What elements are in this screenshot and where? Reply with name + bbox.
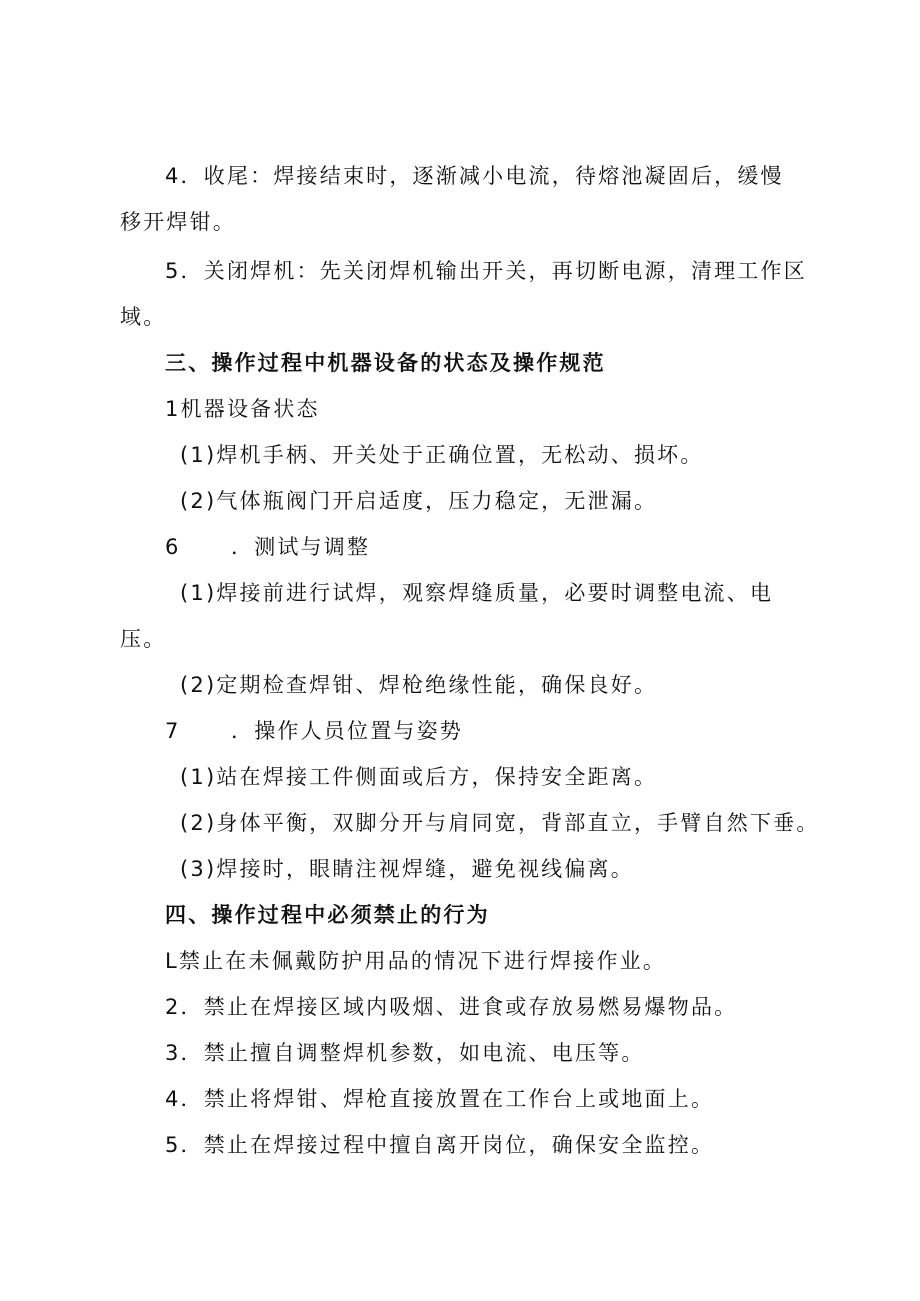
subsection-7-item-3: (3)焊接时，眼睛注视焊缝，避免视线偏离。 <box>180 857 634 881</box>
subsection-6-number: 6 <box>165 535 181 559</box>
subsection-7-number: 7 <box>165 719 181 743</box>
subsection-1-item-1: (1)焊机手柄、开关处于正确位置，无松动、损坏。 <box>180 443 704 467</box>
prohibition-item-4: 4．禁止将焊钳、焊枪直接放置在工作台上或地面上。 <box>165 1087 715 1111</box>
paragraph-shutdown-line-1: 5．关闭焊机：先关闭焊机输出开关，再切断电源，清理工作区 <box>165 259 807 283</box>
paragraph-shutdown-line-2: 域。 <box>120 305 167 329</box>
paragraph-finish-line-1: 4．收尾：焊接结束时，逐渐减小电流，待熔池凝固后，缓慢 <box>165 164 784 188</box>
prohibition-item-1: L禁止在未佩戴防护用品的情况下进行焊接作业。 <box>165 949 667 973</box>
subsection-7-label: ．操作人员位置与姿势 <box>231 719 463 743</box>
prohibition-item-5: 5．禁止在焊接过程中擅自离开岗位，确保安全监控。 <box>165 1133 715 1157</box>
paragraph-finish-line-2: 移开焊钳。 <box>120 210 236 234</box>
prohibition-item-3: 3．禁止擅自调整焊机参数，如电流、电压等。 <box>165 1041 645 1065</box>
subsection-7-item-2: (2)身体平衡，双脚分开与肩同宽，背部直立，手臂自然下垂。 <box>180 811 820 835</box>
subsection-6-item-1-line-2: 压。 <box>120 627 167 651</box>
subsection-7-title <box>165 716 463 746</box>
subsection-7-item-1: (1)站在焊接工件侧面或后方，保持安全距离。 <box>180 765 658 789</box>
subsection-6-item-1-line-1: (1)焊接前进行试焊，观察焊缝质量，必要时调整电流、电 <box>180 581 774 605</box>
subsection-1-title: 1机器设备状态 <box>165 397 320 421</box>
section-3-heading: 三、操作过程中机器设备的状态及操作规范 <box>165 351 606 375</box>
subsection-6-label: ．测试与调整 <box>231 535 371 559</box>
prohibition-item-2: 2．禁止在焊接区域内吸烟、进食或存放易燃易爆物品。 <box>165 995 738 1019</box>
subsection-6-title <box>165 532 370 562</box>
subsection-6-item-2: (2)定期检查焊钳、焊枪绝缘性能，确保良好。 <box>180 673 658 697</box>
subsection-1-item-2: (2)气体瓶阀门开启适度，压力稳定，无泄漏。 <box>180 489 658 513</box>
section-4-heading: 四、操作过程中必须禁止的行为 <box>165 903 490 927</box>
